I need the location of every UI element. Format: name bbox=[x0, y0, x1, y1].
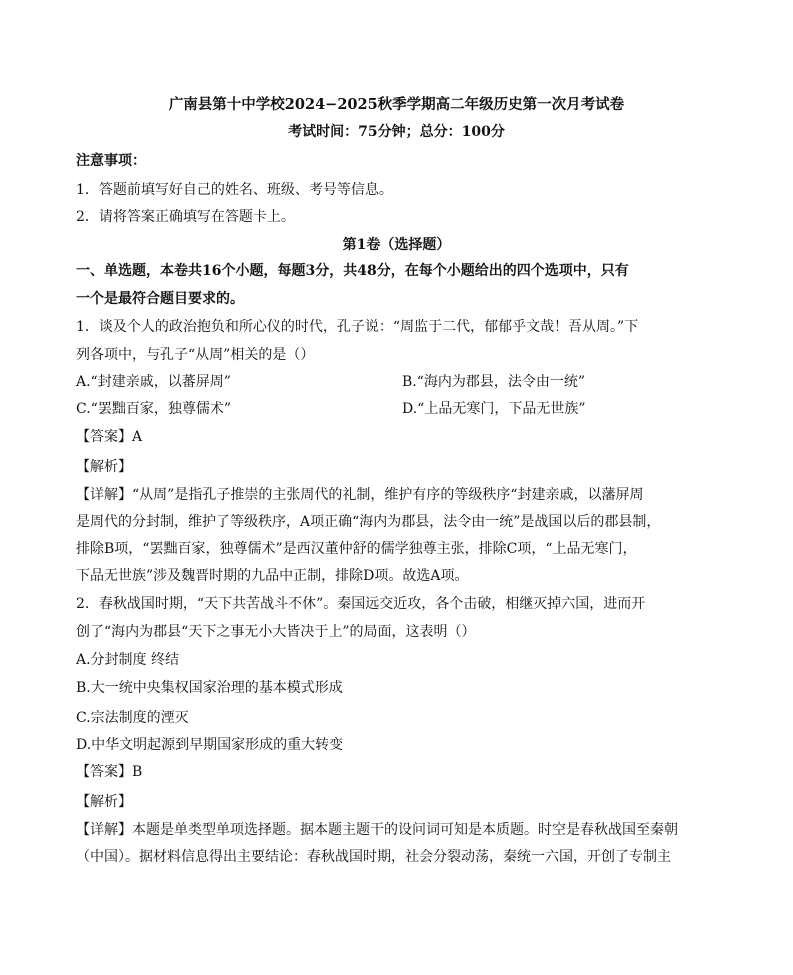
q2-answer: 【答案】B bbox=[76, 764, 143, 780]
q2-option-c: C.宗法制度的湮灭 bbox=[76, 710, 189, 726]
q1-option-a: A.“封建亲戚，以蕃屏周” bbox=[76, 374, 231, 390]
q1-detail: 排除B项，“罢黜百家，独尊儒术”是西汉董仲舒的儒学独尊主张，排除C项，“上品无寒门， bbox=[76, 541, 637, 557]
q1-analysis-label: 【解析】 bbox=[76, 459, 132, 475]
section-instruction: 一个是最符合题目要求的。 bbox=[76, 291, 244, 307]
q1-stem: 1．谈及个人的政治抱负和所心仪的时代，孔子说：“周监于二代，郁郁乎文哉！吾从周。”下 bbox=[76, 319, 639, 335]
q1-detail: 是周代的分封制，维护了等级秩序，A项正确“海内为郡县，法令由一统”是战国以后的郡县制， bbox=[76, 514, 661, 530]
q1-detail: 【详解】“从周”是指孔子推崇的主张周代的礼制，维护有序的等级秩序“封建亲戚，以藩屏周 bbox=[76, 487, 644, 503]
section-instruction: 一、单选题，本卷共16个小题，每题3分，共48分，在每个小题给出的四个选项中，只有 bbox=[76, 263, 629, 279]
exam-title: 广南县第十中学校2024−2025秋季学期高二年级历史第一次月考试卷 bbox=[168, 96, 625, 113]
q2-stem: 2．春秋战国时期，“天下共苦战斗不休”。秦国远交近攻，各个击破，相继灭掉六国，进而开 bbox=[76, 596, 646, 612]
q2-detail: （中国）。据材料信息得出主要结论：春秋战国时期，社会分裂动荡，秦统一六国，开创了专制主 bbox=[76, 849, 671, 865]
q2-detail: 【详解】本题是单类型单项选择题。据本题主题干的设问词可知是本质题。时空是春秋战国至秦朝 bbox=[76, 822, 678, 838]
exam-info: 考试时间：75分钟；总分：100分 bbox=[288, 124, 505, 140]
notice-item: 2．请将答案正确填写在答题卡上。 bbox=[76, 209, 295, 225]
q1-stem: 列各项中，与孔子“从周”相关的是（） bbox=[76, 347, 315, 363]
notice-label: 注意事项： bbox=[76, 153, 146, 169]
q2-option-d: D.中华文明起源到早期国家形成的重大转变 bbox=[76, 737, 344, 753]
q1-answer: 【答案】A bbox=[76, 429, 143, 445]
q1-detail: 下品无世族”涉及魏晋时期的九品中正制，排除D项。故选A项。 bbox=[76, 568, 469, 584]
notice-item: 1．答题前填写好自己的姓名、班级、考号等信息。 bbox=[76, 182, 393, 198]
q1-option-b: B.“海内为郡县，法令由一统” bbox=[402, 374, 586, 390]
q2-option-a: A.分封制度 终结 bbox=[76, 652, 180, 668]
q1-option-c: C.“罢黜百家，独尊儒术” bbox=[76, 401, 231, 417]
q2-stem: 创了“海内为郡县“天下之事无小大皆决于上”的局面，这表明（） bbox=[76, 624, 476, 640]
q1-option-d: D.“上品无寒门，下品无世族” bbox=[402, 401, 586, 417]
q2-analysis-label: 【解析】 bbox=[76, 794, 132, 810]
section-title: 第1卷（选择题） bbox=[342, 237, 451, 253]
q2-option-b: B.大一统中央集权国家治理的基本模式形成 bbox=[76, 680, 343, 696]
